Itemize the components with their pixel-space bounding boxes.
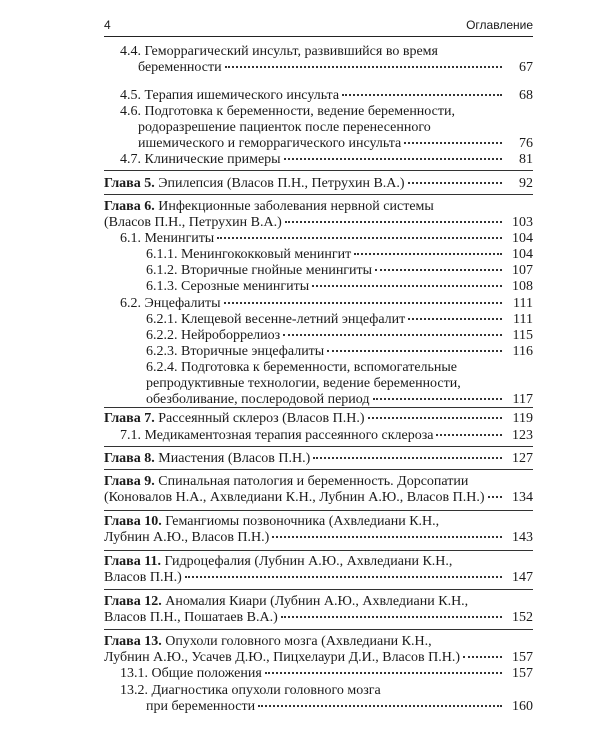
entry-text: 6.1. Менингиты xyxy=(120,231,215,246)
entry-text: родоразрешение пациенток после перенесенного xyxy=(138,120,431,135)
entry-text: беременности xyxy=(138,60,222,75)
section-divider xyxy=(104,629,533,630)
leader-dots xyxy=(368,417,502,419)
toc-entry-4-4[interactable] xyxy=(120,44,533,76)
entry-text: Власов П.Н.) xyxy=(104,570,182,585)
toc-entry-6-2-2[interactable] xyxy=(146,328,533,344)
entry-page: 81 xyxy=(519,152,533,167)
entry-text: 6.2. Энцефалиты xyxy=(120,296,221,311)
entry-page: 108 xyxy=(512,279,533,294)
toc-chapter-9[interactable] xyxy=(104,474,533,506)
entry-text: 6.2.3. Вторичные энцефалиты xyxy=(146,344,325,359)
section-divider xyxy=(104,407,533,408)
toc-entry-4-5[interactable] xyxy=(120,88,533,104)
entry-page: 127 xyxy=(512,451,533,466)
entry-text: Эпилепсия (Власов П.Н., Петрухин В.А.) xyxy=(158,176,405,191)
entry-text: Аномалия Киари (Лубнин А.Ю., Ахвледиани К.Н., xyxy=(165,594,469,609)
leader-dots xyxy=(408,182,502,184)
leader-dots xyxy=(283,334,502,336)
toc-entry-6-2-4[interactable] xyxy=(146,360,533,408)
page-number: 4 xyxy=(104,18,111,32)
toc-entry-4-7[interactable] xyxy=(120,152,533,168)
entry-text: 13.2. Диагностика опухоли головного мозга xyxy=(120,683,381,698)
entry-text: Рассеянный склероз (Власов П.Н.) xyxy=(158,411,365,426)
entry-text: Гидроцефалия (Лубнин А.Ю., Ахвледиани К.Н., xyxy=(164,554,453,569)
leader-dots xyxy=(408,318,502,320)
section-divider xyxy=(104,170,533,171)
entry-text: Лубнин А.Ю., Власов П.Н.) xyxy=(104,530,270,545)
toc-entry-6-1-2[interactable] xyxy=(146,263,533,279)
chapter-label: Глава 6. xyxy=(104,199,155,214)
leader-dots xyxy=(258,705,502,707)
entry-text: ишемического и геморрагического инсульта xyxy=(138,136,402,151)
toc-chapter-6[interactable] xyxy=(104,199,533,231)
entry-page: 134 xyxy=(512,490,533,505)
section-divider xyxy=(104,589,533,590)
entry-text: 6.2.4. Подготовка к беременности, вспомогательные xyxy=(146,360,458,375)
leader-dots xyxy=(342,94,502,96)
leader-dots xyxy=(327,350,502,352)
entry-text: 4.7. Клинические примеры xyxy=(120,152,281,167)
leader-dots xyxy=(265,672,502,674)
entry-page: 147 xyxy=(512,570,533,585)
running-title: Оглавление xyxy=(466,18,533,32)
section-divider xyxy=(104,550,533,551)
chapter-label: Глава 11. xyxy=(104,554,161,569)
entry-text: 7.1. Медикаментозная терапия рассеянного склероза xyxy=(120,428,434,443)
section-divider xyxy=(104,469,533,470)
entry-text: 4.4. Геморрагический инсульт, развившийся во время xyxy=(120,44,438,59)
leader-dots xyxy=(185,576,502,578)
toc-chapter-10[interactable] xyxy=(104,514,533,546)
page-header xyxy=(104,14,533,37)
section-divider xyxy=(104,510,533,511)
leader-dots xyxy=(436,434,502,436)
entry-text: Лубнин А.Ю., Усачев Д.Ю., Пицхелаури Д.И., Власов П.Н.) xyxy=(104,650,460,665)
toc-entry-7-1[interactable] xyxy=(120,428,533,444)
entry-page: 68 xyxy=(519,88,533,103)
leader-dots xyxy=(488,496,503,498)
entry-text: 4.5. Терапия ишемического инсульта xyxy=(120,88,340,103)
entry-text: Инфекционные заболевания нервной системы xyxy=(158,199,434,214)
section-divider xyxy=(104,194,533,195)
chapter-label: Глава 8. xyxy=(104,451,155,466)
leader-dots xyxy=(272,536,502,538)
chapter-label: Глава 5. xyxy=(104,176,155,191)
leader-dots xyxy=(312,285,502,287)
entry-text: 6.2.1. Клещевой весенне-летний энцефалит xyxy=(146,312,406,327)
leader-dots xyxy=(375,269,502,271)
toc-entry-6-2[interactable] xyxy=(120,296,533,312)
entry-text: 6.1.2. Вторичные гнойные менингиты xyxy=(146,263,373,278)
toc-entry-6-1-3[interactable] xyxy=(146,279,533,295)
entry-text: (Власов П.Н., Петрухин В.А.) xyxy=(104,215,282,230)
entry-page: 115 xyxy=(512,328,533,343)
entry-page: 123 xyxy=(512,428,533,443)
toc-chapter-8[interactable] xyxy=(104,451,533,467)
toc-chapter-13[interactable] xyxy=(104,634,533,666)
entry-page: 104 xyxy=(512,247,533,262)
entry-text: Гемангиомы позвоночника (Ахвледиани К.Н., xyxy=(165,514,440,529)
leader-dots xyxy=(217,237,502,239)
entry-page: 107 xyxy=(512,263,533,278)
leader-dots xyxy=(285,221,502,223)
leader-dots xyxy=(373,398,502,400)
entry-text: (Коновалов Н.А., Ахвледиани К.Н., Лубнин А.Ю., Власов П.Н.) xyxy=(104,490,485,505)
toc-entry-13-2[interactable] xyxy=(120,683,533,715)
toc-chapter-11[interactable] xyxy=(104,554,533,586)
toc-entry-4-6[interactable] xyxy=(120,104,533,152)
leader-dots xyxy=(354,253,502,255)
chapter-label: Глава 13. xyxy=(104,634,162,649)
entry-text: обезболивание, послеродовой период xyxy=(146,392,370,407)
entry-text: Опухоли головного мозга (Ахвледиани К.Н., xyxy=(165,634,432,649)
entry-page: 160 xyxy=(512,699,533,714)
chapter-label: Глава 9. xyxy=(104,474,155,489)
entry-text: 4.6. Подготовка к беременности, ведение беременности, xyxy=(120,104,455,119)
entry-page: 67 xyxy=(519,60,533,75)
leader-dots xyxy=(404,142,502,144)
leader-dots xyxy=(313,457,502,459)
entry-page: 116 xyxy=(512,344,533,359)
entry-text: Миастения (Власов П.Н.) xyxy=(158,451,311,466)
entry-page: 152 xyxy=(512,610,533,625)
entry-page: 117 xyxy=(512,392,533,407)
entry-text: репродуктивные технологии, ведение беременности, xyxy=(146,376,461,391)
entry-page: 92 xyxy=(519,176,533,191)
entry-text: 6.2.2. Нейроборрелиоз xyxy=(146,328,281,343)
leader-dots xyxy=(224,302,502,304)
entry-page: 103 xyxy=(512,215,533,230)
leader-dots xyxy=(281,616,502,618)
chapter-label: Глава 12. xyxy=(104,594,162,609)
chapter-label: Глава 7. xyxy=(104,411,155,426)
chapter-label: Глава 10. xyxy=(104,514,162,529)
toc-entry-6-2-3[interactable] xyxy=(146,344,533,360)
entry-page: 143 xyxy=(512,530,533,545)
toc-chapter-7[interactable] xyxy=(104,411,533,427)
entry-page: 104 xyxy=(512,231,533,246)
entry-page: 157 xyxy=(512,650,533,665)
leader-dots xyxy=(225,66,502,68)
entry-text: 13.1. Общие положения xyxy=(120,666,262,681)
entry-text: 6.1.3. Серозные менингиты xyxy=(146,279,310,294)
toc-entry-6-1[interactable] xyxy=(120,231,533,247)
entry-page: 157 xyxy=(512,666,533,681)
entry-text: при беременности xyxy=(146,699,256,714)
toc-entry-13-1[interactable] xyxy=(120,666,533,682)
entry-page: 76 xyxy=(519,136,533,151)
toc-entry-6-2-1[interactable] xyxy=(146,312,533,328)
section-divider xyxy=(104,446,533,447)
toc-entry-6-1-1[interactable] xyxy=(146,247,533,263)
entry-text: Власов П.Н., Пошатаев В.А.) xyxy=(104,610,278,625)
entry-page: 111 xyxy=(513,296,533,311)
entry-text: 6.1.1. Менингококковый менингит xyxy=(146,247,352,262)
entry-page: 119 xyxy=(512,411,533,426)
entry-text: Спинальная патология и беременность. Дорсопатии xyxy=(158,474,469,489)
toc-chapter-12[interactable] xyxy=(104,594,533,626)
toc-chapter-5[interactable] xyxy=(104,176,533,192)
leader-dots xyxy=(284,158,502,160)
leader-dots xyxy=(463,656,502,658)
entry-page: 111 xyxy=(513,312,533,327)
